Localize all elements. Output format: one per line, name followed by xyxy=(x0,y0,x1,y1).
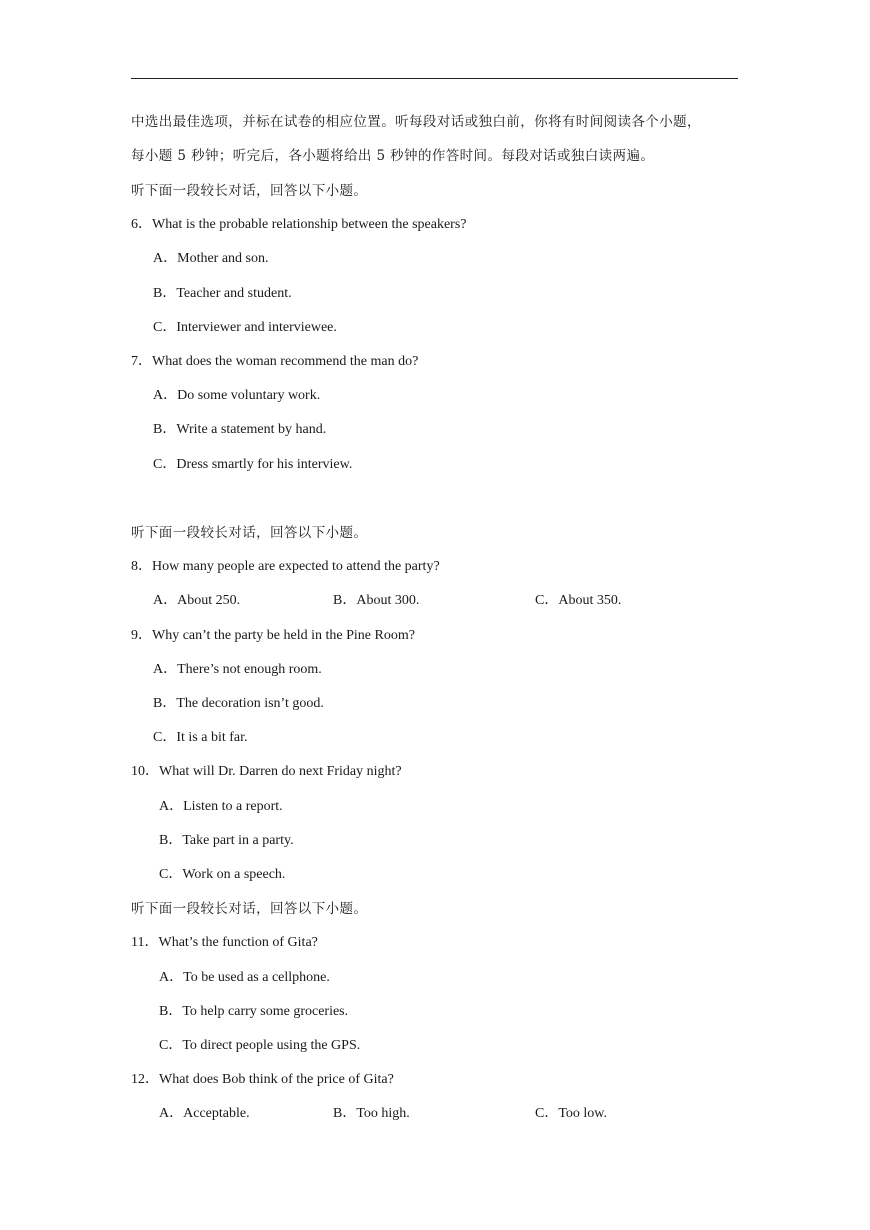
option-letter: A． xyxy=(159,1106,184,1121)
question-text: What is the probable relationship between the speakers? xyxy=(152,217,467,232)
option-12a xyxy=(159,1105,250,1123)
question-12 xyxy=(131,1071,394,1089)
option-text: Too high. xyxy=(356,1106,410,1121)
question-number: 8． xyxy=(131,559,152,574)
option-text: Acceptable. xyxy=(183,1106,250,1121)
option-text: To be used as a cellphone. xyxy=(183,970,330,985)
option-10c xyxy=(159,866,285,884)
section-heading: 听下面一段较长对话，回答以下小题。 xyxy=(131,183,368,199)
option-letter: A． xyxy=(159,799,184,814)
option-text: Work on a speech. xyxy=(182,867,286,882)
option-11a xyxy=(159,969,330,987)
option-letter: C． xyxy=(159,1038,183,1053)
option-text: To direct people using the GPS. xyxy=(182,1038,361,1053)
option-12c xyxy=(535,1105,607,1123)
option-letter: A． xyxy=(153,388,178,403)
option-6c xyxy=(153,319,337,337)
option-letter: B． xyxy=(159,1004,183,1019)
option-10a xyxy=(159,798,283,816)
option-text: Too low. xyxy=(558,1106,608,1121)
option-10b xyxy=(159,832,294,850)
question-text: Why can’t the party be held in the Pine Room? xyxy=(152,628,415,643)
option-7b xyxy=(153,421,326,439)
option-letter: A． xyxy=(153,251,178,266)
question-number: 10． xyxy=(131,764,159,779)
option-text: To help carry some groceries. xyxy=(182,1004,349,1019)
question-text: How many people are expected to attend the party? xyxy=(152,559,440,574)
option-letter: B． xyxy=(159,833,183,848)
option-9b xyxy=(153,695,324,713)
option-letter: A． xyxy=(153,593,178,608)
option-text: Dress smartly for his interview. xyxy=(176,457,353,472)
option-letter: C． xyxy=(535,1106,559,1121)
option-6a xyxy=(153,250,269,268)
option-11c xyxy=(159,1037,360,1055)
question-number: 11． xyxy=(131,935,159,950)
option-letter: A． xyxy=(153,662,178,677)
option-letter: B． xyxy=(153,286,177,301)
option-7a xyxy=(153,387,320,405)
option-text: Write a statement by hand. xyxy=(176,422,327,437)
intro-line-1: 中选出最佳选项，并标在试卷的相应位置。听每段对话或独白前，你将有时间阅读各个小题， xyxy=(131,114,701,130)
question-7 xyxy=(131,353,418,371)
question-text: What does Bob think of the price of Gita? xyxy=(159,1072,394,1087)
option-letter: C． xyxy=(535,593,559,608)
question-number: 7． xyxy=(131,354,152,369)
header-rule xyxy=(131,78,738,79)
question-number: 9． xyxy=(131,628,152,643)
question-6 xyxy=(131,216,467,234)
question-number: 6． xyxy=(131,217,152,232)
question-9 xyxy=(131,627,415,645)
option-text: There’s not enough room. xyxy=(177,662,322,677)
question-text: What will Dr. Darren do next Friday night? xyxy=(159,764,402,779)
option-7c xyxy=(153,456,352,474)
option-letter: C． xyxy=(159,867,183,882)
option-12b xyxy=(333,1105,410,1123)
option-8b xyxy=(333,592,419,610)
option-text: About 350. xyxy=(558,593,622,608)
question-text: What does the woman recommend the man do? xyxy=(152,354,419,369)
question-text: What’s the function of Gita? xyxy=(158,935,318,950)
section-heading: 听下面一段较长对话，回答以下小题。 xyxy=(131,525,368,541)
option-text: Mother and son. xyxy=(177,251,269,266)
option-11b xyxy=(159,1003,348,1021)
option-text: About 250. xyxy=(177,593,241,608)
option-letter: B． xyxy=(333,1106,357,1121)
option-letter: C． xyxy=(153,457,177,472)
option-letter: B． xyxy=(153,696,177,711)
option-8c xyxy=(535,592,621,610)
option-letter: A． xyxy=(159,970,184,985)
option-text: The decoration isn’t good. xyxy=(176,696,324,711)
option-9c xyxy=(153,729,248,747)
option-text: Listen to a report. xyxy=(183,799,283,814)
option-text: Take part in a party. xyxy=(182,833,294,848)
question-10 xyxy=(131,763,402,781)
option-text: It is a bit far. xyxy=(176,730,248,745)
question-8 xyxy=(131,558,440,576)
intro-line-2: 每小题 5 秒钟；听完后，各小题将给出 5 秒钟的作答时间。每段对话或独白读两遍。 xyxy=(131,148,655,164)
option-letter: B． xyxy=(333,593,357,608)
question-number: 12． xyxy=(131,1072,159,1087)
option-text: About 300. xyxy=(356,593,420,608)
option-8a xyxy=(153,592,240,610)
option-letter: C． xyxy=(153,320,177,335)
option-letter: B． xyxy=(153,422,177,437)
option-text: Interviewer and interviewee. xyxy=(176,320,337,335)
option-text: Do some voluntary work. xyxy=(177,388,321,403)
question-11 xyxy=(131,934,318,952)
option-text: Teacher and student. xyxy=(176,286,292,301)
option-6b xyxy=(153,285,292,303)
option-letter: C． xyxy=(153,730,177,745)
section-heading: 听下面一段较长对话，回答以下小题。 xyxy=(131,901,368,917)
option-9a xyxy=(153,661,322,679)
